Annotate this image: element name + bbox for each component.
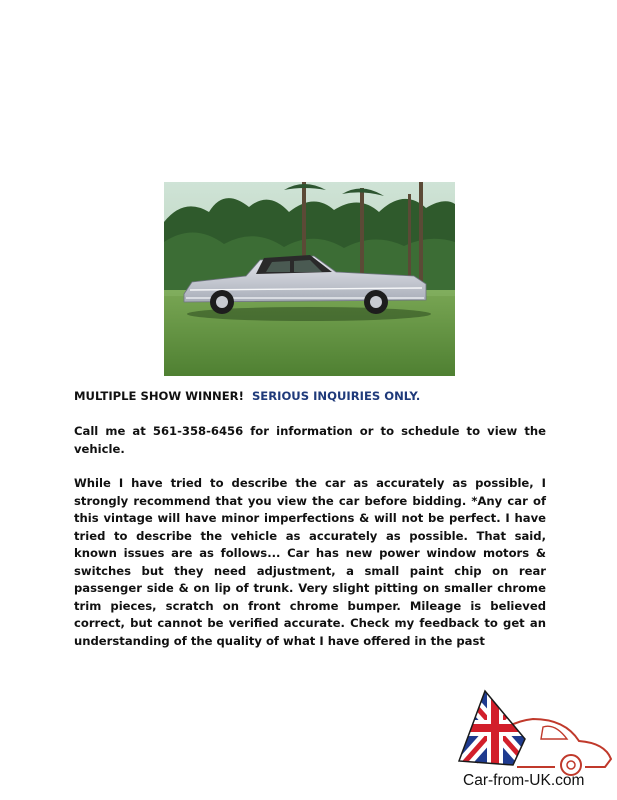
vintage-convertible-car-photo xyxy=(164,182,455,376)
car-photo xyxy=(164,182,455,376)
description-paragraph: While I have tried to describe the car as accurately as possible, I strongly recommend that you view the car before bidding. *Any car of this vintage will have minor imperfections & will not be perfect. I have tried to describe the vehicle as accurately as possible. That said, known issues are as follows... Car has new power window motors & switches but they need adjustment, a small paint chip on rear passenger side & on lip of trunk. Very slight pitting on smaller chrome trim pieces, scratch on front chrome bumper. Mileage is believed correct, but cannot be verified accurate. Check my feedback to get an understanding of the quality of what I have offered in the past xyxy=(74,476,546,648)
headline-emphasis: SERIOUS INQUIRIES ONLY. xyxy=(251,389,421,403)
headline: MULTIPLE SHOW WINNER! xyxy=(74,389,244,403)
contact-paragraph: Call me at 561-358-6456 for information or to schedule to view the vehicle. xyxy=(74,424,546,456)
watermark-text: Car-from-UK.com xyxy=(463,772,585,789)
headline-line xyxy=(74,388,546,406)
